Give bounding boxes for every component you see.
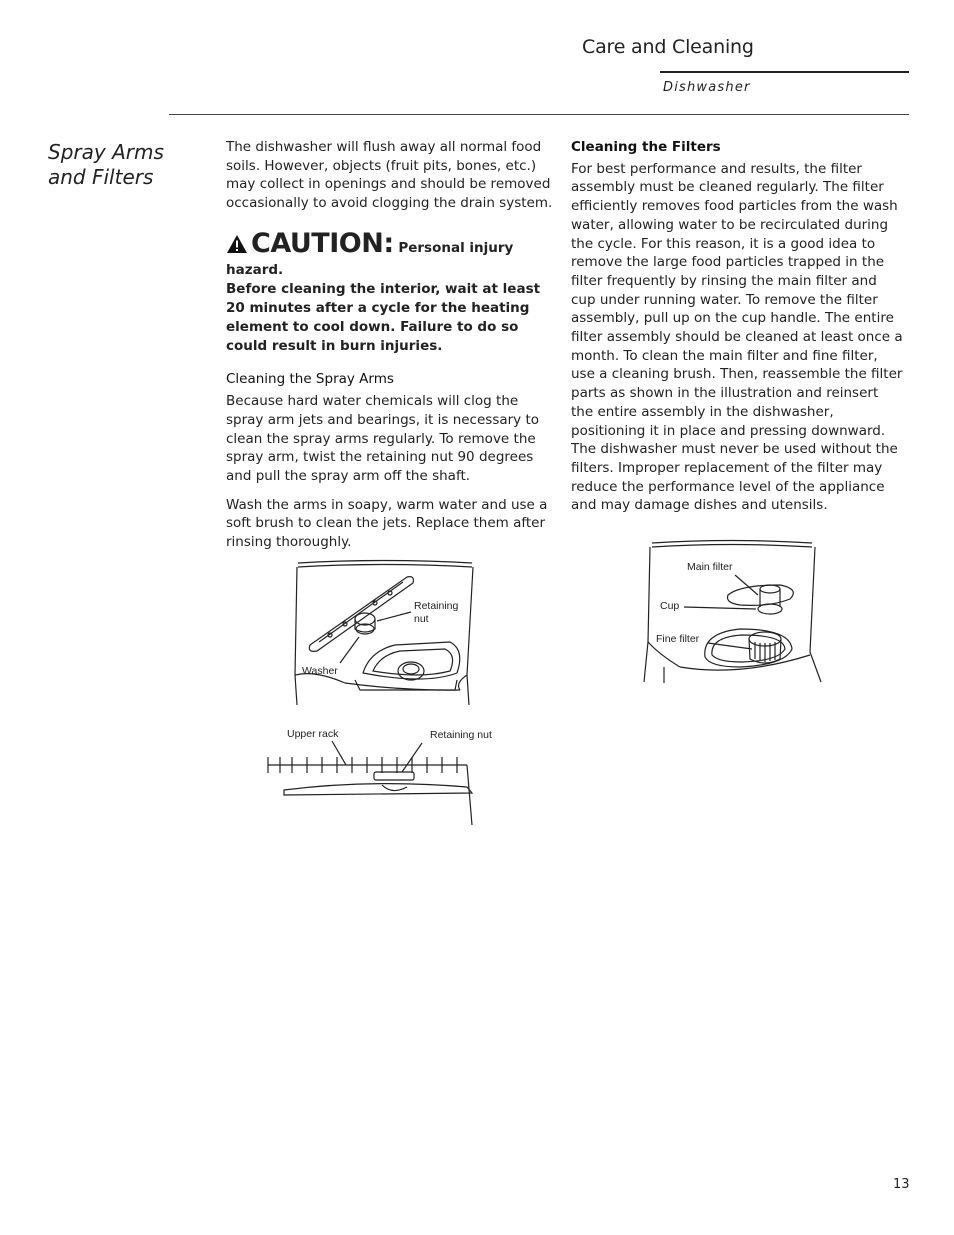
right-column <box>571 138 903 515</box>
page-divider <box>169 114 909 115</box>
spray-arms-heading: Cleaning the Spray Arms <box>226 370 394 387</box>
header-subtitle: Dishwasher <box>663 80 751 95</box>
caution-heading <box>226 228 394 259</box>
left-column <box>226 138 559 552</box>
page-number: 13 <box>893 1177 910 1192</box>
caution-body: Before cleaning the interior, wait at least 20 minutes after a cycle for the heating element to cool down. Failure to do so could result in burn injuries. <box>226 280 541 354</box>
spray-arms-paragraph-2: Wash the arms in soapy, warm water and use a soft brush to clean the jets. Replace them after rinsing thoroughly. <box>226 496 548 551</box>
label-washer: Washer <box>302 665 338 677</box>
spray-arm-illustration <box>285 555 485 710</box>
label-main-filter: Main filter <box>687 561 733 573</box>
section-title: Spray Arms and Filters <box>48 140 164 189</box>
label-rack-retaining-nut: Retaining nut <box>430 729 492 741</box>
label-cup: Cup <box>660 600 680 612</box>
spray-arms-paragraph-1: Because hard water chemicals will clog the spray arm jets and bearings, it is necessary to clean the spray arms regularly. To remove the spray arm, twist the retaining nut 90 degrees and pull the spray arm off the shaft. <box>226 393 540 485</box>
label-fine-filter: Fine filter <box>656 633 700 645</box>
header-title: Care and Cleaning <box>582 36 754 58</box>
caution-label: CAUTION: <box>251 227 394 259</box>
header-rule <box>660 71 909 73</box>
filters-paragraph: For best performance and results, the filter assembly must be cleaned regularly. The filter efficiently removes food particles from the wash water, allowing water to be recirculated during the cycle. For this reason, it is a good idea to remove the large food particles trapped in the filter frequently by rinsing the main filter and cup under running water. To remove the filter assembly, pull up on the cup handle. The entire filter assembly should be cleaned at least once a month. To clean the main filter and fine filter, use a cleaning brush. Then, reassemble the filter parts as shown in the illustration and reinsert the entire assembly in the dishwasher, positioning it in place and pressing downward. The dishwasher must never be used without the filters. Improper replacement of the filter may reduce the performance level of the appliance and may damage dishes and utensils. <box>571 160 903 514</box>
label-retaining-nut: Retaining nut <box>414 600 459 625</box>
warning-icon <box>226 234 248 254</box>
label-upper-rack: Upper rack <box>287 728 339 740</box>
caution-lead: Personal injury hazard. <box>226 239 514 278</box>
intro-paragraph: The dishwasher will flush away all normal food soils. However, objects (fruit pits, bones, etc.) may collect in openings and should be removed occasionally to avoid clogging the drain system. <box>226 139 553 212</box>
upper-rack-illustration <box>262 735 487 827</box>
filters-heading: Cleaning the Filters <box>571 139 721 155</box>
caution-block <box>226 227 559 356</box>
